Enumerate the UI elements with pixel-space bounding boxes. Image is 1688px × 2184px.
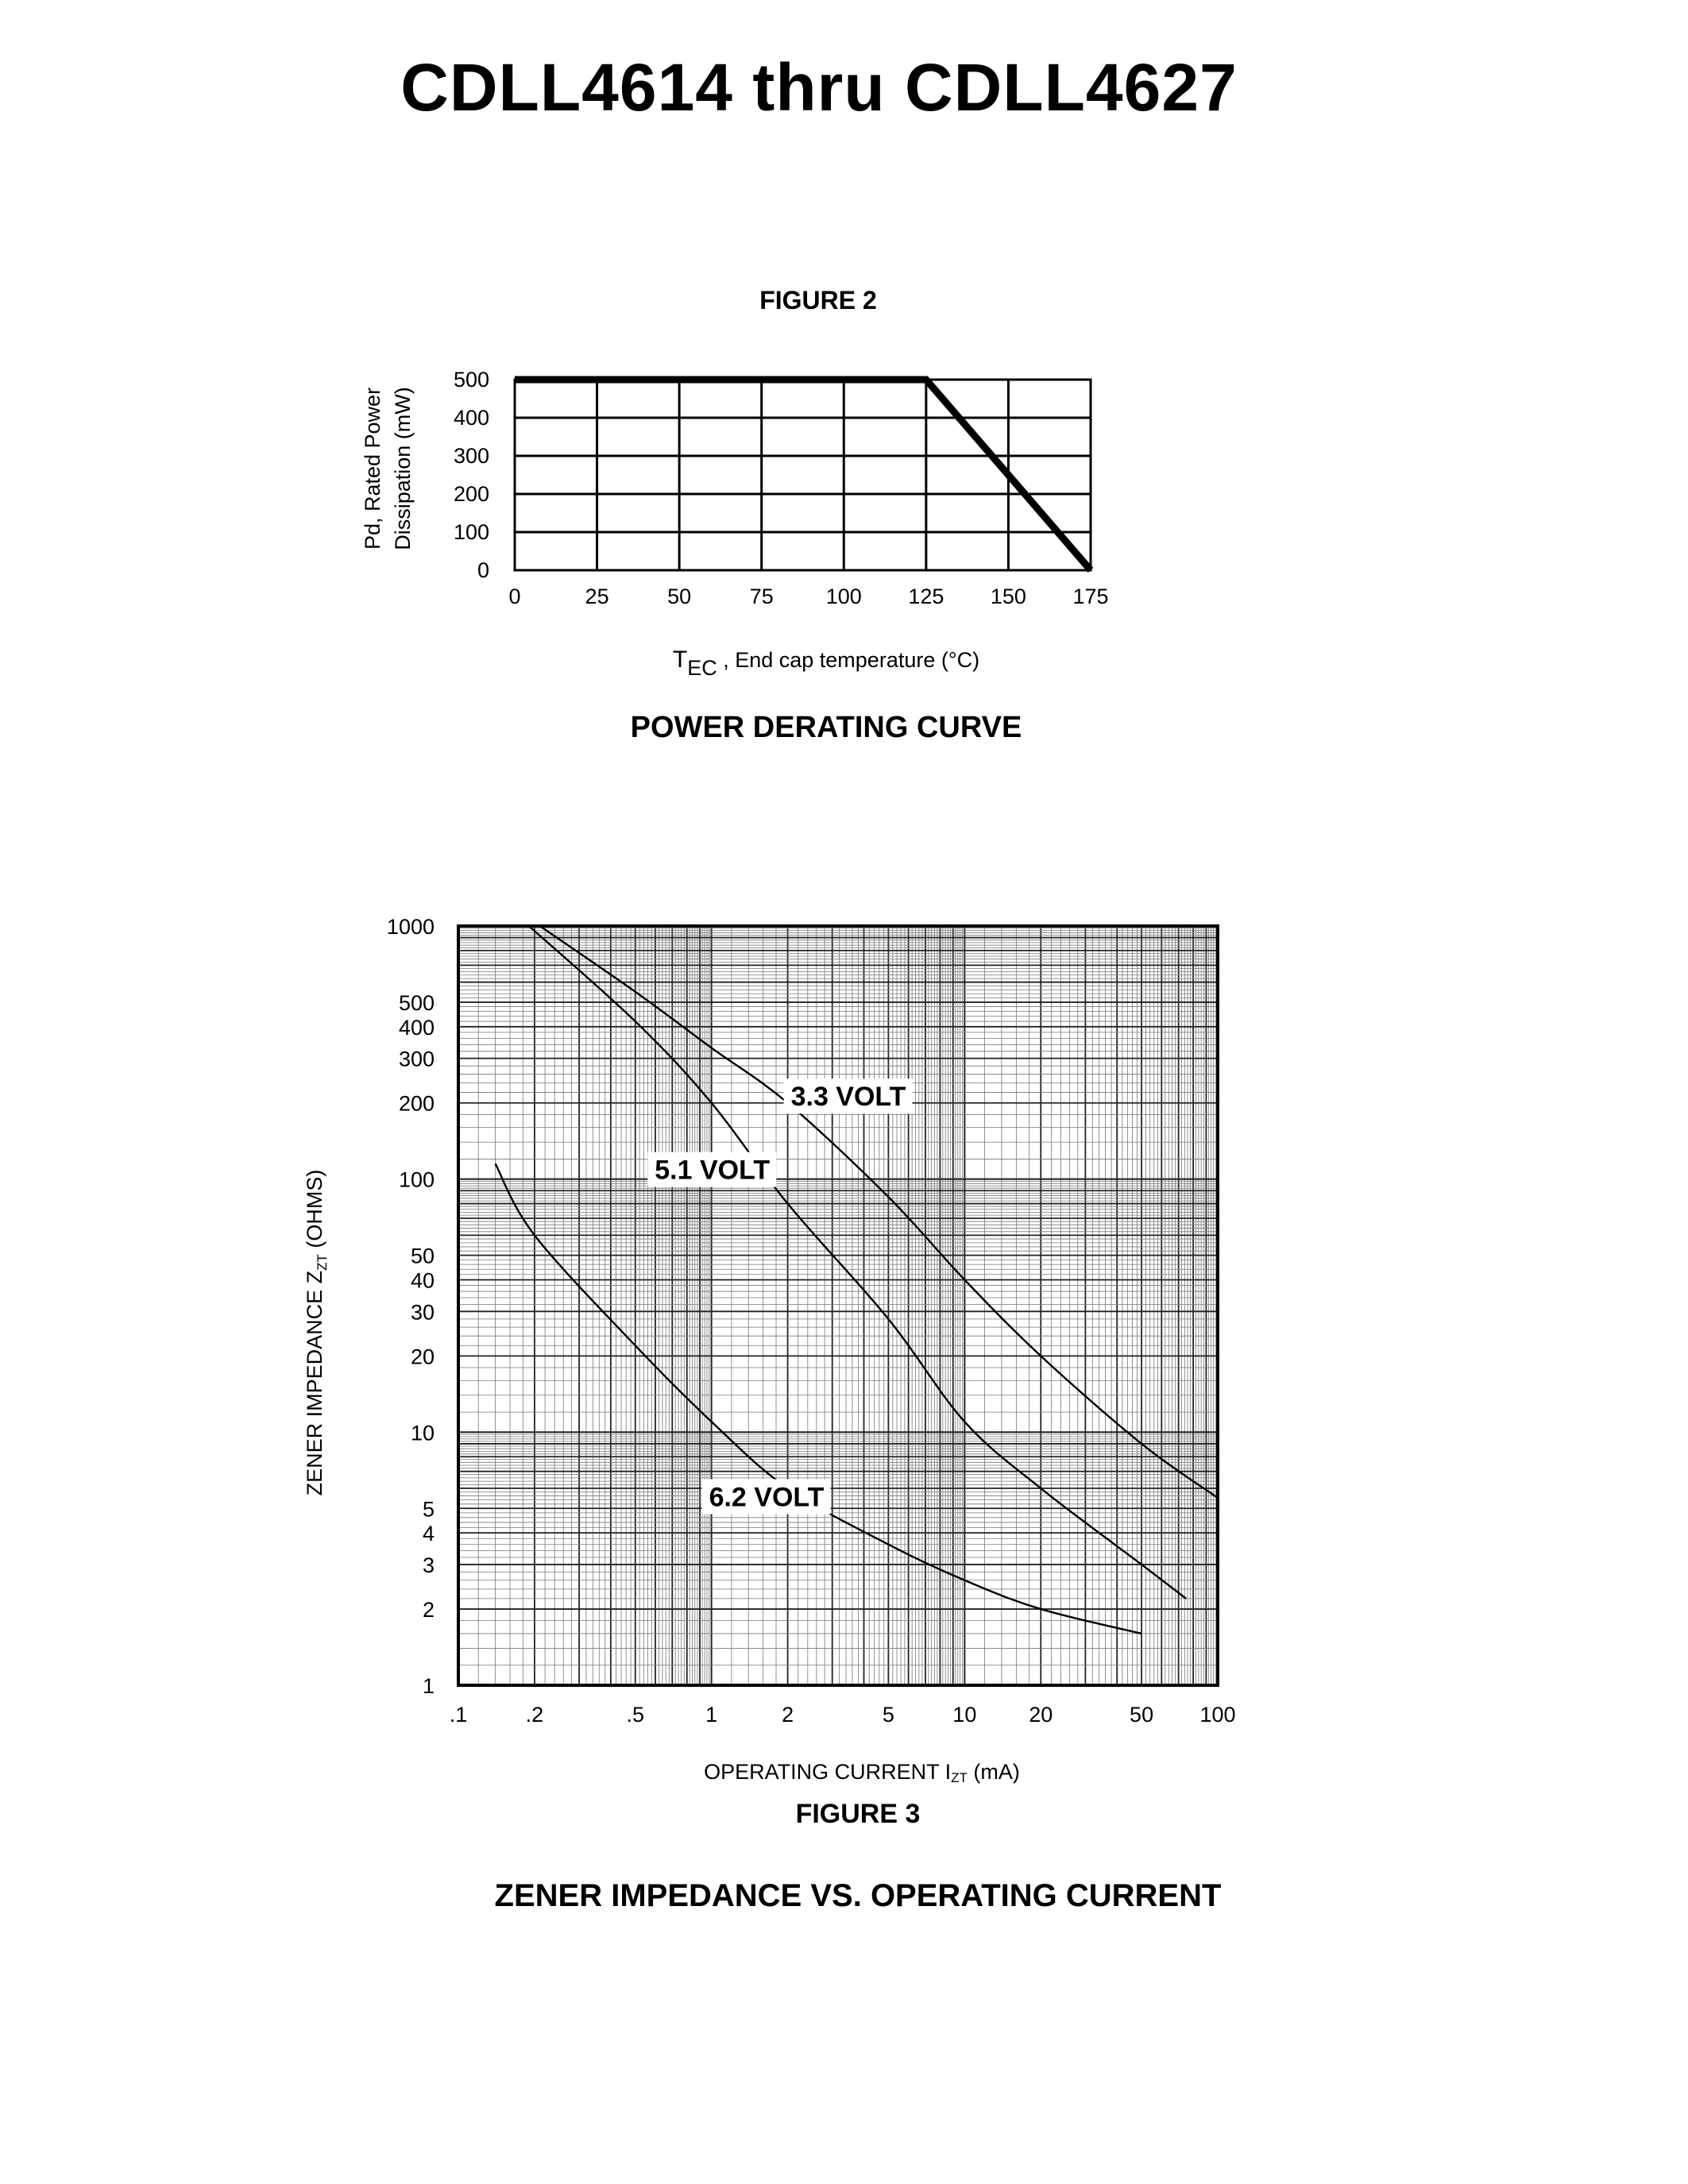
fig3-xlabel	[704, 1760, 1020, 1785]
fig3-y-tick-label: 5	[422, 1497, 435, 1522]
fig3-y-tick-label: 20	[410, 1345, 435, 1369]
fig3-x-tick-label: 2	[782, 1703, 794, 1727]
fig3-frame	[458, 926, 1218, 1685]
fig2-y-tick-label: 100	[453, 520, 489, 544]
fig3-y-tick-label: 300	[398, 1047, 435, 1071]
fig2-x-tick-label: 0	[508, 585, 521, 608]
fig3-x-tick-label: .2	[525, 1703, 544, 1727]
fig3-y-tick-label: 100	[398, 1167, 435, 1192]
fig3-x-tick-label: 50	[1130, 1703, 1154, 1727]
fig3-series-label-text: 5.1 VOLT	[655, 1155, 771, 1186]
fig3-series-label-text: 6.2 VOLT	[709, 1482, 825, 1513]
fig2-x-tick-label: 100	[825, 585, 862, 608]
power-derating-chart	[0, 0, 1688, 715]
fig3-y-tick-label: 40	[410, 1268, 435, 1293]
fig3-grid	[458, 926, 1218, 1685]
fig2-y-tick-label: 500	[453, 368, 489, 392]
fig3-x-tick-label: 10	[952, 1703, 977, 1727]
fig3-series-label	[647, 1152, 776, 1187]
fig2-y-tick-label: 0	[477, 558, 489, 582]
fig3-y-tick-label: 1	[422, 1674, 435, 1698]
fig3-y-tick-label: 3	[422, 1553, 435, 1577]
fig3-x-tick-label: 100	[1199, 1703, 1236, 1727]
fig2-x-tick-label: 75	[749, 585, 774, 608]
fig2-y-tick-label: 300	[453, 444, 489, 468]
fig2-xlabel-sub: EC	[687, 656, 717, 680]
fig2-y-tick-label: 200	[453, 482, 489, 506]
fig3-x-tick-label: 20	[1029, 1703, 1053, 1727]
fig3-x-tick-label: .1	[449, 1703, 468, 1727]
fig3-ylabel-main: ZENER IMPEDANCE Z	[303, 1270, 326, 1496]
fig3-x-tick-label: .5	[626, 1703, 645, 1727]
fig3-series-label	[702, 1480, 831, 1515]
figure-2-caption: POWER DERATING CURVE	[630, 711, 1022, 744]
fig3-series-label	[784, 1078, 913, 1113]
fig3-series-curve	[496, 1163, 1142, 1634]
fig2-series	[515, 380, 1091, 570]
fig2-xlabel-rest: , End cap temperature (°C)	[717, 648, 980, 672]
fig2-ticks	[454, 368, 1109, 608]
fig3-y-tick-label: 1000	[386, 915, 435, 939]
fig3-ylabel	[303, 1170, 330, 1496]
fig2-ylabel-line1: Pd, Rated Power	[361, 387, 384, 550]
fig2-y-tick-label: 400	[453, 406, 489, 430]
fig3-ylabel-sub: ZT	[315, 1254, 330, 1271]
fig3-xlabel-sub: ZT	[951, 1770, 968, 1785]
fig2-series-line	[515, 380, 1091, 570]
fig2-xlabel	[673, 646, 979, 680]
fig2-x-tick-label: 175	[1072, 585, 1109, 608]
fig3-xlabel-rest: (mA)	[967, 1760, 1020, 1784]
fig3-y-tick-label: 2	[422, 1598, 435, 1623]
fig3-plot-frame	[458, 926, 1218, 1685]
fig2-x-tick-label: 50	[667, 585, 692, 608]
fig2-ylabel-line2: Dissipation (mW)	[391, 387, 415, 550]
fig3-y-tick-label: 4	[422, 1522, 435, 1546]
zener-impedance-chart	[0, 874, 1688, 1795]
fig3-y-tick-label: 10	[410, 1421, 435, 1445]
figure-3-label: FIGURE 3	[795, 1799, 921, 1829]
fig3-x-tick-label: 1	[705, 1703, 718, 1727]
fig3-ylabel-rest: (OHMS)	[303, 1169, 326, 1255]
fig2-x-tick-label: 125	[908, 585, 944, 608]
fig3-ticks	[387, 915, 1236, 1727]
fig2-x-tick-label: 25	[585, 585, 609, 608]
fig3-x-tick-label: 5	[882, 1703, 894, 1727]
fig3-y-tick-label: 500	[398, 990, 435, 1015]
fig2-x-tick-label: 150	[990, 585, 1026, 608]
document-title: CDLL4614 thru CDLL4627	[400, 50, 1238, 125]
fig2-xlabel-main: T	[672, 646, 688, 673]
fig3-y-tick-label: 200	[398, 1091, 435, 1116]
fig3-series-label-text: 3.3 VOLT	[790, 1082, 906, 1113]
figure-2-label: FIGURE 2	[759, 286, 877, 314]
figure-3-caption: ZENER IMPEDANCE VS. OPERATING CURRENT	[494, 1878, 1222, 1913]
fig3-y-tick-label: 400	[398, 1015, 435, 1040]
fig3-xlabel-main: OPERATING CURRENT I	[704, 1760, 952, 1784]
fig3-y-tick-label: 30	[410, 1300, 435, 1325]
fig3-y-tick-label: 50	[410, 1244, 435, 1268]
